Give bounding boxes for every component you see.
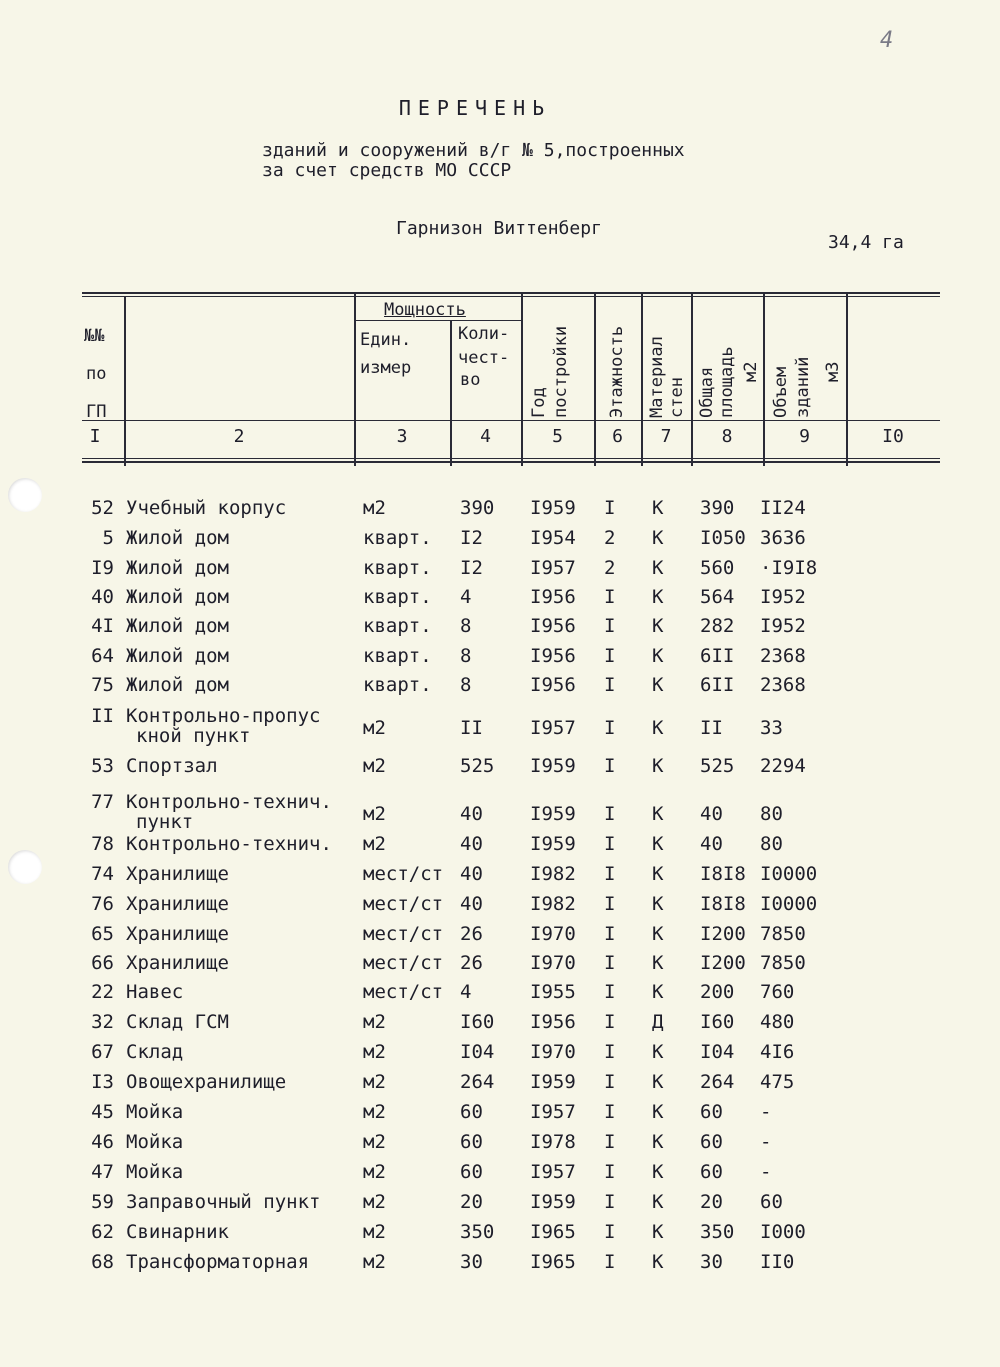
header-capacity: Мощность: [384, 300, 466, 320]
quantity: 8: [460, 615, 472, 637]
building-name: Контрольно-пропус: [126, 705, 321, 727]
row-number: 46: [91, 1131, 114, 1153]
building-volume: 2368: [760, 674, 806, 696]
quantity: 4: [460, 586, 472, 608]
subtitle-line-1: зданий и сооружений в/г № 5,построенных: [262, 140, 685, 161]
column-number: 5: [552, 426, 563, 447]
wall-material: К: [652, 981, 664, 1003]
building-volume: -: [760, 1161, 772, 1183]
page-mark: 4: [880, 28, 894, 53]
construction-year: I957: [530, 1101, 576, 1123]
row-number: 78: [91, 833, 114, 855]
unit-of-measure: м2: [363, 717, 386, 739]
wall-material: К: [652, 497, 664, 519]
building-name: Навес: [126, 981, 184, 1003]
construction-year: I970: [530, 952, 576, 974]
quantity: 525: [460, 755, 495, 777]
garrison-name: Гарнизон Виттенберг: [396, 218, 602, 239]
floor-count: I: [604, 803, 616, 825]
floor-count: I: [604, 1131, 616, 1153]
building-name: Контрольно-технич.: [126, 791, 332, 813]
building-volume: 33: [760, 717, 783, 739]
building-volume: I0000: [760, 893, 818, 915]
unit-of-measure: кварт.: [363, 645, 432, 667]
wall-material: К: [652, 527, 664, 549]
unit-of-measure: мест/ст: [363, 893, 444, 915]
building-name: Заправочный пункт: [126, 1191, 321, 1213]
row-number: 53: [91, 755, 114, 777]
total-area: 34,4 га: [828, 232, 904, 253]
floor-count: I: [604, 1251, 616, 1273]
building-volume: 60: [760, 1191, 783, 1213]
total-area: 200: [700, 981, 735, 1003]
column-number: I: [89, 426, 101, 447]
quantity: 4: [460, 981, 472, 1003]
floor-count: I: [604, 615, 616, 637]
punch-hole-top: [8, 478, 42, 512]
unit-of-measure: м2: [363, 1221, 386, 1243]
building-volume: -: [760, 1131, 772, 1153]
wall-material: К: [652, 755, 664, 777]
floor-count: I: [604, 952, 616, 974]
total-area: 6II: [700, 645, 735, 667]
unit-of-measure: мест/ст: [363, 952, 444, 974]
building-volume: II0: [760, 1251, 795, 1273]
quantity: I60: [460, 1011, 495, 1033]
quantity: I2: [460, 527, 483, 549]
unit-of-measure: кварт.: [363, 615, 432, 637]
building-volume: I952: [760, 586, 806, 608]
wall-material: К: [652, 1041, 664, 1063]
building-name: Мойка: [126, 1131, 184, 1153]
unit-of-measure: м2: [363, 1161, 386, 1183]
wall-material: К: [652, 1221, 664, 1243]
total-area: I200: [700, 952, 746, 974]
building-volume: 80: [760, 803, 783, 825]
construction-year: I965: [530, 1251, 576, 1273]
row-number: 4I: [91, 615, 114, 637]
header-year-1: Год: [529, 387, 549, 418]
row-number: 64: [91, 645, 114, 667]
column-number: 2: [233, 426, 245, 447]
header-area-3: м2: [741, 361, 761, 382]
floor-count: I: [604, 1161, 616, 1183]
header-no-1: №№: [84, 326, 105, 346]
unit-of-measure: м2: [363, 1251, 386, 1273]
header-no-3: ГП: [86, 402, 107, 422]
unit-of-measure: кварт.: [363, 527, 432, 549]
building-name: Жилой дом: [126, 615, 229, 637]
construction-year: I954: [530, 527, 576, 549]
header-mid-rule: [82, 420, 940, 421]
total-area: I8I8: [700, 893, 746, 915]
building-name: Склад ГСМ: [126, 1011, 229, 1033]
construction-year: I982: [530, 893, 576, 915]
total-area: 60: [700, 1161, 723, 1183]
building-volume: 760: [760, 981, 795, 1003]
floor-count: I: [604, 893, 616, 915]
quantity: II: [460, 717, 483, 739]
quantity: I04: [460, 1041, 495, 1063]
wall-material: К: [652, 1251, 664, 1273]
wall-material: К: [652, 923, 664, 945]
floor-count: I: [604, 981, 616, 1003]
unit-of-measure: м2: [363, 497, 386, 519]
building-volume: I0000: [760, 863, 818, 885]
building-name: Хранилище: [126, 952, 229, 974]
quantity: 40: [460, 833, 483, 855]
header-bottom-rule: [82, 458, 940, 459]
quantity: 26: [460, 952, 483, 974]
wall-material: Д: [652, 1011, 664, 1033]
quantity: 390: [460, 497, 495, 519]
quantity: 8: [460, 645, 472, 667]
building-volume: 475: [760, 1071, 795, 1093]
row-number: I3: [91, 1071, 114, 1093]
punch-hole-bottom: [8, 850, 42, 884]
floor-count: I: [604, 497, 616, 519]
header-unit-1: Един.: [360, 330, 412, 350]
row-number: 47: [91, 1161, 114, 1183]
column-number: 7: [660, 426, 672, 447]
header-volume-3: м3: [823, 361, 843, 382]
building-name: Хранилище: [126, 893, 229, 915]
building-name: Учебный корпус: [126, 497, 287, 519]
building-volume: 3636: [760, 527, 806, 549]
building-name: Мойка: [126, 1101, 184, 1123]
total-area: 60: [700, 1101, 723, 1123]
total-area: 282: [700, 615, 735, 637]
construction-year: I955: [530, 981, 576, 1003]
column-number: 3: [396, 426, 408, 447]
wall-material: К: [652, 674, 664, 696]
floor-count: I: [604, 645, 616, 667]
total-area: 390: [700, 497, 735, 519]
total-area: 40: [700, 803, 723, 825]
quantity: 20: [460, 1191, 483, 1213]
total-area: 525: [700, 755, 735, 777]
construction-year: I959: [530, 1071, 576, 1093]
building-volume: 4I6: [760, 1041, 795, 1063]
unit-of-measure: м2: [363, 1071, 386, 1093]
construction-year: I956: [530, 1011, 576, 1033]
header-no-2: по: [86, 364, 107, 384]
building-volume: ·I9I8: [760, 557, 818, 579]
quantity: 40: [460, 893, 483, 915]
row-number: 62: [91, 1221, 114, 1243]
floor-count: I: [604, 717, 616, 739]
construction-year: I957: [530, 557, 576, 579]
construction-year: I978: [530, 1131, 576, 1153]
building-volume: 7850: [760, 923, 806, 945]
row-number: 5: [102, 527, 114, 549]
floor-count: I: [604, 923, 616, 945]
construction-year: I957: [530, 717, 576, 739]
row-number: I9: [91, 557, 114, 579]
quantity: 60: [460, 1131, 483, 1153]
construction-year: I965: [530, 1221, 576, 1243]
construction-year: I982: [530, 863, 576, 885]
row-number: 66: [91, 952, 114, 974]
floor-count: I: [604, 863, 616, 885]
quantity: 30: [460, 1251, 483, 1273]
row-number: 65: [91, 923, 114, 945]
unit-of-measure: м2: [363, 833, 386, 855]
quantity: 350: [460, 1221, 495, 1243]
building-name: Овощехранилище: [126, 1071, 287, 1093]
unit-of-measure: кварт.: [363, 557, 432, 579]
floor-count: I: [604, 1041, 616, 1063]
building-name-continued: пункт: [136, 811, 194, 833]
building-name: Жилой дом: [126, 557, 229, 579]
total-area: 40: [700, 833, 723, 855]
total-area: 564: [700, 586, 735, 608]
floor-count: I: [604, 1221, 616, 1243]
wall-material: К: [652, 1191, 664, 1213]
row-number: 40: [91, 586, 114, 608]
unit-of-measure: м2: [363, 1131, 386, 1153]
wall-material: К: [652, 1101, 664, 1123]
wall-material: К: [652, 1071, 664, 1093]
unit-of-measure: мест/ст: [363, 923, 444, 945]
header-volume-2: зданий: [793, 356, 813, 418]
quantity: 60: [460, 1101, 483, 1123]
building-name: Жилой дом: [126, 645, 229, 667]
column-number: 9: [799, 426, 810, 447]
construction-year: I959: [530, 833, 576, 855]
building-name: Жилой дом: [126, 674, 229, 696]
building-volume: I952: [760, 615, 806, 637]
header-material-1: Материал: [647, 336, 667, 418]
construction-year: I959: [530, 1191, 576, 1213]
construction-year: I970: [530, 923, 576, 945]
column-number: I0: [882, 426, 904, 447]
unit-of-measure: м2: [363, 1191, 386, 1213]
total-area: I200: [700, 923, 746, 945]
header-floors: Этажность: [607, 325, 627, 418]
quantity: 26: [460, 923, 483, 945]
wall-material: К: [652, 586, 664, 608]
floor-count: I: [604, 755, 616, 777]
unit-of-measure: м2: [363, 1101, 386, 1123]
construction-year: I959: [530, 755, 576, 777]
floor-count: I: [604, 1101, 616, 1123]
building-volume: II24: [760, 497, 806, 519]
quantity: 60: [460, 1161, 483, 1183]
construction-year: I956: [530, 615, 576, 637]
wall-material: К: [652, 893, 664, 915]
wall-material: К: [652, 717, 664, 739]
floor-count: I: [604, 1191, 616, 1213]
header-qty-1: Коли-: [458, 324, 510, 344]
quantity: 264: [460, 1071, 495, 1093]
unit-of-measure: мест/ст: [363, 863, 444, 885]
wall-material: К: [652, 645, 664, 667]
header-qty-3: во: [460, 370, 481, 390]
unit-of-measure: м2: [363, 1011, 386, 1033]
building-name: Хранилище: [126, 923, 229, 945]
header-top-rule: [82, 292, 940, 294]
row-number: 22: [91, 981, 114, 1003]
quantity: I2: [460, 557, 483, 579]
floor-count: I: [604, 1071, 616, 1093]
row-number: 76: [91, 893, 114, 915]
header-volume-1: Объем: [771, 366, 791, 418]
floor-count: I: [604, 586, 616, 608]
header-unit-2: измер: [360, 358, 412, 378]
construction-year: I956: [530, 645, 576, 667]
building-name: Спортзал: [126, 755, 218, 777]
construction-year: I959: [530, 497, 576, 519]
row-number: 32: [91, 1011, 114, 1033]
column-number: 4: [480, 426, 491, 447]
total-area: 30: [700, 1251, 723, 1273]
unit-of-measure: мест/ст: [363, 981, 444, 1003]
building-name: Контрольно-технич.: [126, 833, 332, 855]
header-top-rule-2: [82, 296, 940, 297]
header-area-1: Общая: [697, 366, 717, 418]
building-name: Склад: [126, 1041, 184, 1063]
building-name: Жилой дом: [126, 586, 229, 608]
header-qty-2: чест-: [458, 348, 510, 368]
subtitle-line-2: за счет средств МО СССР: [262, 160, 512, 181]
total-area: 264: [700, 1071, 735, 1093]
row-number: 74: [91, 863, 114, 885]
total-area: 20: [700, 1191, 723, 1213]
building-name: Жилой дом: [126, 527, 229, 549]
row-number: 68: [91, 1251, 114, 1273]
row-number: 77: [91, 791, 114, 813]
total-area: 350: [700, 1221, 735, 1243]
total-area: I60: [700, 1011, 735, 1033]
building-name: Мойка: [126, 1161, 184, 1183]
unit-of-measure: м2: [363, 803, 386, 825]
total-area: I8I8: [700, 863, 746, 885]
building-volume: 80: [760, 833, 783, 855]
total-area: 560: [700, 557, 735, 579]
header-bottom-rule-2: [82, 461, 940, 463]
building-name: Трансформаторная: [126, 1251, 310, 1273]
building-name: Хранилище: [126, 863, 229, 885]
construction-year: I956: [530, 674, 576, 696]
column-number: 8: [721, 426, 733, 447]
total-area: II: [700, 717, 723, 739]
column-number: 6: [612, 426, 623, 447]
construction-year: I959: [530, 803, 576, 825]
floor-count: I: [604, 674, 616, 696]
floor-count: I: [604, 1011, 616, 1033]
unit-of-measure: м2: [363, 755, 386, 777]
unit-of-measure: м2: [363, 1041, 386, 1063]
row-number: 52: [91, 497, 114, 519]
header-area-2: площадь: [717, 346, 737, 418]
unit-of-measure: кварт.: [363, 586, 432, 608]
header-material-2: стен: [667, 377, 687, 418]
document-title: ПЕРЕЧЕНЬ: [398, 96, 552, 120]
building-volume: 2368: [760, 645, 806, 667]
wall-material: К: [652, 557, 664, 579]
building-volume: 2294: [760, 755, 806, 777]
wall-material: К: [652, 803, 664, 825]
wall-material: К: [652, 1161, 664, 1183]
total-area: 6II: [700, 674, 735, 696]
quantity: 40: [460, 803, 483, 825]
floor-count: 2: [604, 527, 616, 549]
quantity: 8: [460, 674, 472, 696]
floor-count: I: [604, 833, 616, 855]
wall-material: К: [652, 833, 664, 855]
floor-count: 2: [604, 557, 616, 579]
total-area: I050: [700, 527, 746, 549]
header-year-2: постройки: [551, 325, 571, 418]
building-volume: 7850: [760, 952, 806, 974]
building-volume: 480: [760, 1011, 795, 1033]
quantity: 40: [460, 863, 483, 885]
row-number: 67: [91, 1041, 114, 1063]
building-name-continued: кной пункт: [136, 725, 251, 747]
wall-material: К: [652, 1131, 664, 1153]
row-number: 45: [91, 1101, 114, 1123]
wall-material: К: [652, 952, 664, 974]
row-number: II: [91, 705, 114, 727]
total-area: 60: [700, 1131, 723, 1153]
building-volume: -: [760, 1101, 772, 1123]
total-area: I04: [700, 1041, 735, 1063]
row-number: 59: [91, 1191, 114, 1213]
row-number: 75: [91, 674, 114, 696]
wall-material: К: [652, 615, 664, 637]
building-volume: I000: [760, 1221, 806, 1243]
wall-material: К: [652, 863, 664, 885]
construction-year: I957: [530, 1161, 576, 1183]
construction-year: I970: [530, 1041, 576, 1063]
building-name: Свинарник: [126, 1221, 229, 1243]
construction-year: I956: [530, 586, 576, 608]
unit-of-measure: кварт.: [363, 674, 432, 696]
